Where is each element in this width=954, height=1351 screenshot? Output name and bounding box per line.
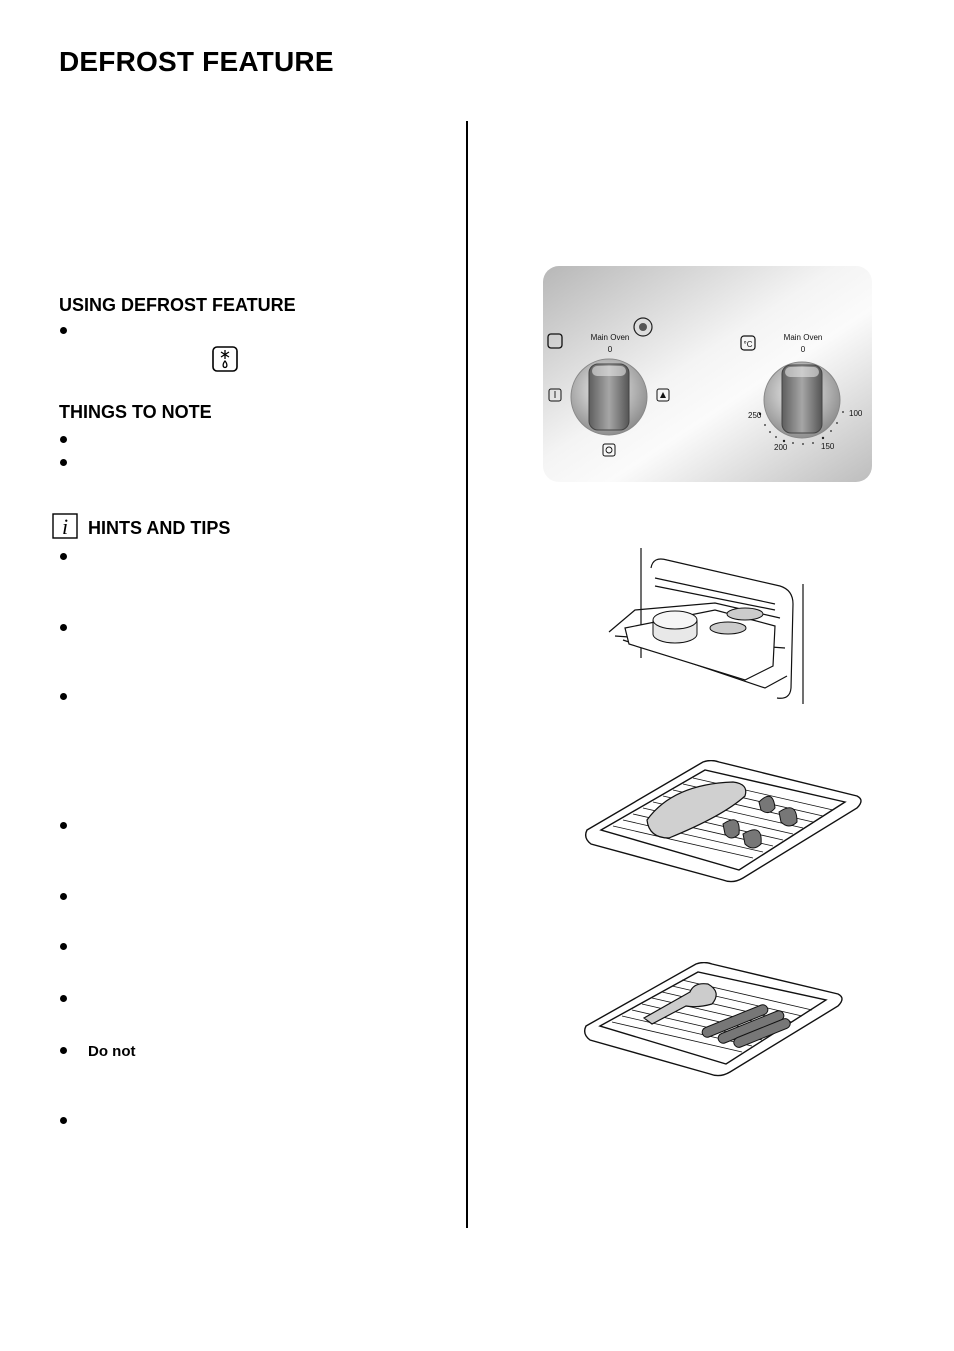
oven-shelf-with-food-illustration — [595, 548, 810, 706]
svg-text:200: 200 — [774, 443, 788, 452]
page-title: DEFROST FEATURE — [59, 46, 334, 77]
defrost-icon — [212, 346, 238, 377]
bullet — [60, 553, 67, 560]
bullet — [60, 893, 67, 900]
svg-text:°C: °C — [743, 340, 753, 349]
info-icon — [52, 513, 78, 544]
column-divider — [466, 121, 468, 1228]
svg-text:250: 250 — [748, 411, 762, 420]
bullet-text-do-not: Do not — [88, 1043, 136, 1060]
bullet — [60, 995, 67, 1002]
section-heading-hints-and-tips: HINTS AND TIPS — [88, 518, 231, 538]
svg-text:Main Oven: Main Oven — [590, 333, 630, 342]
svg-text:0: 0 — [800, 345, 806, 354]
svg-text:Main Oven: Main Oven — [783, 333, 823, 342]
grill-pan-fish-illustration — [583, 760, 863, 884]
svg-text:150: 150 — [821, 442, 835, 451]
bullet — [60, 1047, 67, 1054]
bullet — [60, 436, 67, 443]
bullet — [60, 822, 67, 829]
bullet — [60, 624, 67, 631]
bullet — [60, 943, 67, 950]
svg-text:0: 0 — [607, 345, 613, 354]
bullet — [60, 459, 67, 466]
svg-text:i: i — [61, 514, 69, 539]
bullet — [60, 1117, 67, 1124]
section-heading-using-defrost: USING DEFROST FEATURE — [59, 295, 296, 315]
svg-text:100: 100 — [849, 409, 863, 418]
bullet — [60, 327, 67, 334]
section-heading-things-to-note: THINGS TO NOTE — [59, 402, 212, 422]
oven-control-panel-illustration — [543, 266, 872, 482]
grill-pan-meat-illustration — [582, 962, 844, 1078]
bullet — [60, 693, 67, 700]
light-icon — [634, 318, 652, 336]
